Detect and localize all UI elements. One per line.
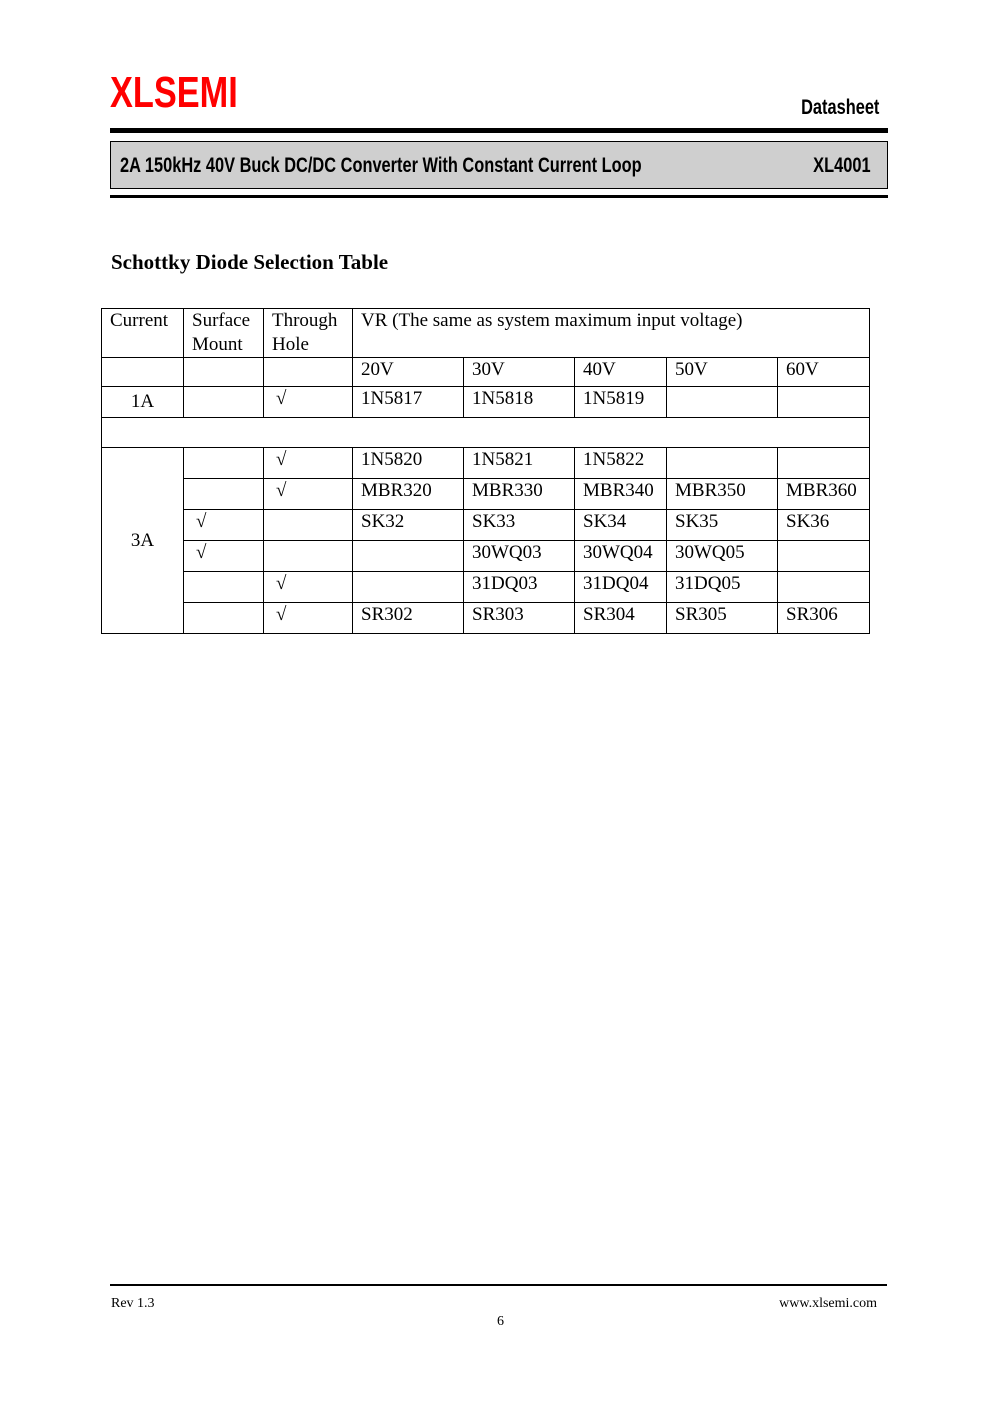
table-row bbox=[102, 448, 870, 479]
part-cell: SR302 bbox=[353, 603, 464, 634]
part-cell: MBR360 bbox=[778, 479, 870, 510]
part-cell: 1N5820 bbox=[353, 448, 464, 479]
part-cell: SK33 bbox=[464, 510, 575, 541]
part-number: XL4001 bbox=[813, 154, 871, 177]
part-cell: 1N5818 bbox=[464, 387, 575, 418]
part-cell bbox=[778, 541, 870, 572]
through-cell: √ bbox=[264, 603, 353, 634]
part-cell bbox=[353, 572, 464, 603]
surface-cell bbox=[184, 479, 264, 510]
header-surface-mount bbox=[184, 309, 264, 358]
website-link[interactable]: www.xlsemi.com bbox=[779, 1296, 877, 1311]
surface-cell bbox=[184, 387, 264, 418]
current-1a: 1A bbox=[102, 387, 184, 418]
part-cell bbox=[353, 541, 464, 572]
part-cell: 30WQ03 bbox=[464, 541, 575, 572]
table-row bbox=[102, 572, 870, 603]
part-cell: SK35 bbox=[667, 510, 778, 541]
empty-cell bbox=[184, 358, 264, 387]
part-cell: SK36 bbox=[778, 510, 870, 541]
part-cell: MBR340 bbox=[575, 479, 667, 510]
surface-cell bbox=[184, 603, 264, 634]
surface-cell: √ bbox=[184, 541, 264, 572]
part-cell: 30WQ04 bbox=[575, 541, 667, 572]
brand-logo: XLSEMI bbox=[110, 68, 238, 117]
table-header-row bbox=[102, 309, 870, 358]
voltage-50v: 50V bbox=[667, 358, 778, 387]
title-bar bbox=[110, 141, 888, 189]
part-cell: SR305 bbox=[667, 603, 778, 634]
part-cell: 30WQ05 bbox=[667, 541, 778, 572]
part-cell bbox=[778, 572, 870, 603]
part-cell: 31DQ04 bbox=[575, 572, 667, 603]
table-row bbox=[102, 387, 870, 418]
part-cell: MBR320 bbox=[353, 479, 464, 510]
header-surface-label-2: Mount bbox=[192, 334, 243, 355]
part-cell: SK32 bbox=[353, 510, 464, 541]
part-cell: SR306 bbox=[778, 603, 870, 634]
header-current bbox=[102, 309, 184, 358]
spacer-row bbox=[102, 418, 870, 448]
empty-cell bbox=[102, 358, 184, 387]
header-surface-label-1: Surface bbox=[192, 310, 251, 331]
part-cell: 1N5817 bbox=[353, 387, 464, 418]
empty-cell bbox=[264, 358, 353, 387]
voltage-row bbox=[102, 358, 870, 387]
through-cell: √ bbox=[264, 387, 353, 418]
through-cell bbox=[264, 510, 353, 541]
part-cell: 1N5822 bbox=[575, 448, 667, 479]
schottky-diode-table bbox=[101, 308, 870, 634]
through-cell bbox=[264, 541, 353, 572]
doc-type-label: Datasheet bbox=[800, 96, 879, 119]
header-rule bbox=[110, 128, 888, 133]
footer-rule bbox=[110, 1284, 887, 1286]
part-cell: 1N5819 bbox=[575, 387, 667, 418]
revision-label: Rev 1.3 bbox=[111, 1296, 155, 1311]
through-cell: √ bbox=[264, 448, 353, 479]
voltage-20v: 20V bbox=[353, 358, 464, 387]
part-cell: SR303 bbox=[464, 603, 575, 634]
surface-cell: √ bbox=[184, 510, 264, 541]
surface-cell bbox=[184, 448, 264, 479]
table-row bbox=[102, 541, 870, 572]
through-cell: √ bbox=[264, 572, 353, 603]
spacer-cell bbox=[102, 418, 870, 448]
part-cell bbox=[778, 387, 870, 418]
table-row bbox=[102, 510, 870, 541]
surface-cell bbox=[184, 572, 264, 603]
page-number: 6 bbox=[497, 1314, 504, 1329]
part-cell: 31DQ05 bbox=[667, 572, 778, 603]
header-through-hole bbox=[264, 309, 353, 358]
part-cell: MBR330 bbox=[464, 479, 575, 510]
part-cell bbox=[778, 448, 870, 479]
section-title: Schottky Diode Selection Table bbox=[111, 250, 389, 274]
part-cell: MBR350 bbox=[667, 479, 778, 510]
document-title: 2A 150kHz 40V Buck DC/DC Converter With Constant Current Loop bbox=[120, 154, 642, 177]
part-cell bbox=[667, 387, 778, 418]
part-cell: 1N5821 bbox=[464, 448, 575, 479]
through-cell: √ bbox=[264, 479, 353, 510]
header-through-label-1: Through bbox=[272, 310, 338, 331]
part-cell: SR304 bbox=[575, 603, 667, 634]
header-vr: VR (The same as system maximum input voltage) bbox=[353, 309, 870, 358]
part-cell: 31DQ03 bbox=[464, 572, 575, 603]
part-cell: SK34 bbox=[575, 510, 667, 541]
voltage-40v: 40V bbox=[575, 358, 667, 387]
header-current-label: Current bbox=[110, 310, 169, 331]
header-rule-bottom bbox=[110, 195, 888, 198]
header-through-label-2: Hole bbox=[272, 334, 309, 355]
voltage-60v: 60V bbox=[778, 358, 870, 387]
part-cell bbox=[667, 448, 778, 479]
voltage-30v: 30V bbox=[464, 358, 575, 387]
table-row bbox=[102, 479, 870, 510]
table-row bbox=[102, 603, 870, 634]
current-3a: 3A bbox=[102, 448, 184, 634]
